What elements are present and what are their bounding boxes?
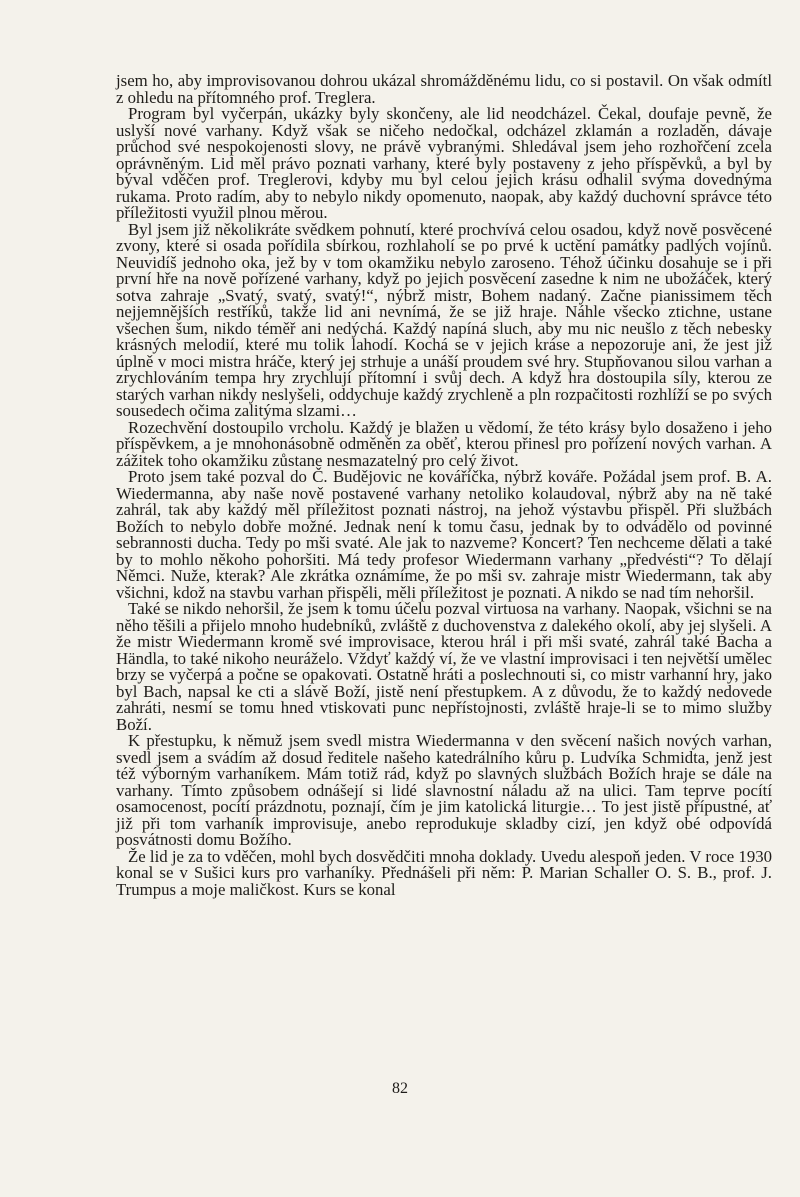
paragraph-6: Také se nikdo nehoršil, že jsem k tomu účelu pozval virtuosa na varhany. Naopak, všichni se na něho těšili a přijelo mnoho hudebníků, zvláště z duchovenstva z dalekého okolí, aby jej slyšeli. A že mistr Wiedermann kromě své improvisace, kterou hrál i při mši svaté, zahrál také Bacha a Händla, to také nikoho neuráželo. Vždyť každý ví, že ve vlastní improvisaci i ten největší umělec brzy se vyčerpá a počne se opakovati. Ostatně hráti a poslechnouti si, co mistr varhanní hry, jako byl Bach, napsal ke cti a slávě Boží, jistě není přestupkem. A z důvodu, že to každý nedovede zahráti, nesmí se tomu hned vtiskovati punc nepřístojnosti, zvláště hraje-li se to mimo služby Boží. <box>116 599 772 734</box>
paragraph-2: Program byl vyčerpán, ukázky byly skončeny, ale lid neodcházel. Čekal, doufaje pevně, že uslyší nové varhany. Když však se ničeho nedočkal, odcházel zklamán a rozladěn, dávaje průchod své nespokojenosti slovy, ne právě vybranými. Shledával jsem jeho rozhořčení zcela oprávněným. Lid měl právo poznati varhany, které byly postaveny z jeho příspěvků, a byl by býval vděčen prof. Treglerovi, kdyby mu byl celou jejich krásu odhalil svýma dovednýma rukama. Proto radím, aby to nebylo nikdy opomenuto, naopak, aby každý duchovní správce této příležitosti využil plnou měrou. <box>116 104 772 222</box>
body-text <box>116 73 772 898</box>
paragraph-8: Že lid je za to vděčen, mohl bych dosvědčiti mnoha doklady. Uvedu alespoň jeden. V roce 1930 konal se v Sušici kurs pro varhaníky. Přednášeli při něm: P. Marian Schaller O. S. B., prof. J. Trumpus a moje maličkost. Kurs se konal <box>116 846 772 899</box>
paragraph-1: jsem ho, aby improvisovanou dohrou ukázal shromážděnému lidu, co si postavil. On však odmítl z ohledu na přítomného prof. Treglera. <box>116 71 772 107</box>
paragraph-4: Rozechvění dostoupilo vrcholu. Každý je blažen u vědomí, že této krásy bylo dosaženo i jeho příspěvkem, a je mnohonásobně odměněn za oběť, kterou přinesl pro pořízení nových varhan. A zážitek toho okamžiku zůstane nesmazatelný pro celý život. <box>116 417 772 470</box>
page-number: 82 <box>392 1080 408 1097</box>
paragraph-7: K přestupku, k němuž jsem svedl mistra Wiedermanna v den svěcení našich nových varhan, svedl jsem a svádím až dosud ředitele našeho katedrálního kůru p. Ludvíka Schmidta, jenž jest též výborným varhaníkem. Mám totiž rád, když po slavných službách Božích hraje se dále na varhany. Tímto způsobem odnášejí si lidé slavnostní náladu až na ulici. Tam teprve pocítí osamocenost, pocítí prázdnotu, poznají, čím je jim katolická liturgie… To jest jistě přípustné, ať již při tom varhaník improvisuje, anebo reprodukuje skladby cizí, jen když obé odpovídá posvátnosti domu Božího. <box>116 731 772 849</box>
paragraph-5: Proto jsem také pozval do Č. Budějovic ne kováříčka, nýbrž kováře. Požádal jsem prof. B. A. Wiedermanna, aby naše nově postavené varhany netoliko kolaudoval, nýbrž aby na ně také zahrál, tak aby každý měl příležitost poznati nástroj, na jehož výstavbu přispěl. Při službách Božích to nebylo dobře možné. Jednak není k tomu času, jednak by to odvádělo od povinné sebrannosti ducha. Tedy po mši svaté. Ale jak to nazveme? Koncert? Ten nechceme dělati a také by to mohlo někoho pohoršiti. Má tedy profesor Wiedermann varhany „předvésti“? To dělají Němci. Nuže, kterak? Ale zkrátka oznámíme, že po mši sv. zahraje mistr Wiedermann, tak aby všichni, kdož na stavbu varhan přispěli, měli příležitost je poznati. A nikdo se nad tím nehoršil. <box>116 467 772 602</box>
paragraph-3: Byl jsem již několikráte svědkem pohnutí, které prochvívá celou osadou, když nově posvěcené zvony, které si osada pořídila sbírkou, rozhlaholí se po prvé k uctění památky padlých vojínů. Neuvidíš jednoho oka, jež by v tom okamžiku nebylo zaroseno. Téhož účinku dosahuje se i při první hře na nově pořízené varhany, když po jejich posvěcení zasedne k nim ne ubožáček, který sotva zahraje „Svatý, svatý, svatý!“, nýbrž mistr, Bohem nadaný. Začne pianissimem těch nejjemnějších restříků, takže lid ani nevnímá, že se již hraje. Náhle všecko ztichne, ustane všechen šum, nikdo téměř ani nedýchá. Každý napíná sluch, aby mu nic neušlo z těch nebesky krásných melodií, které mu tolik lahodí. Kochá se v jejich kráse a nepozoruje ani, že jest již úplně v moci mistra hráče, který jej strhuje a unáší proudem své hry. Stupňovanou silou varhan a zrychlováním tempa hry zrychlují přítomní i svůj dech. A když hra dostoupila síly, kterou ze starých varhan nikdy neslyšeli, oddychuje každý zrychleně a pln rozpačitosti rozhlíží se po svých sousedech očima zalitýma slzami… <box>116 219 772 420</box>
